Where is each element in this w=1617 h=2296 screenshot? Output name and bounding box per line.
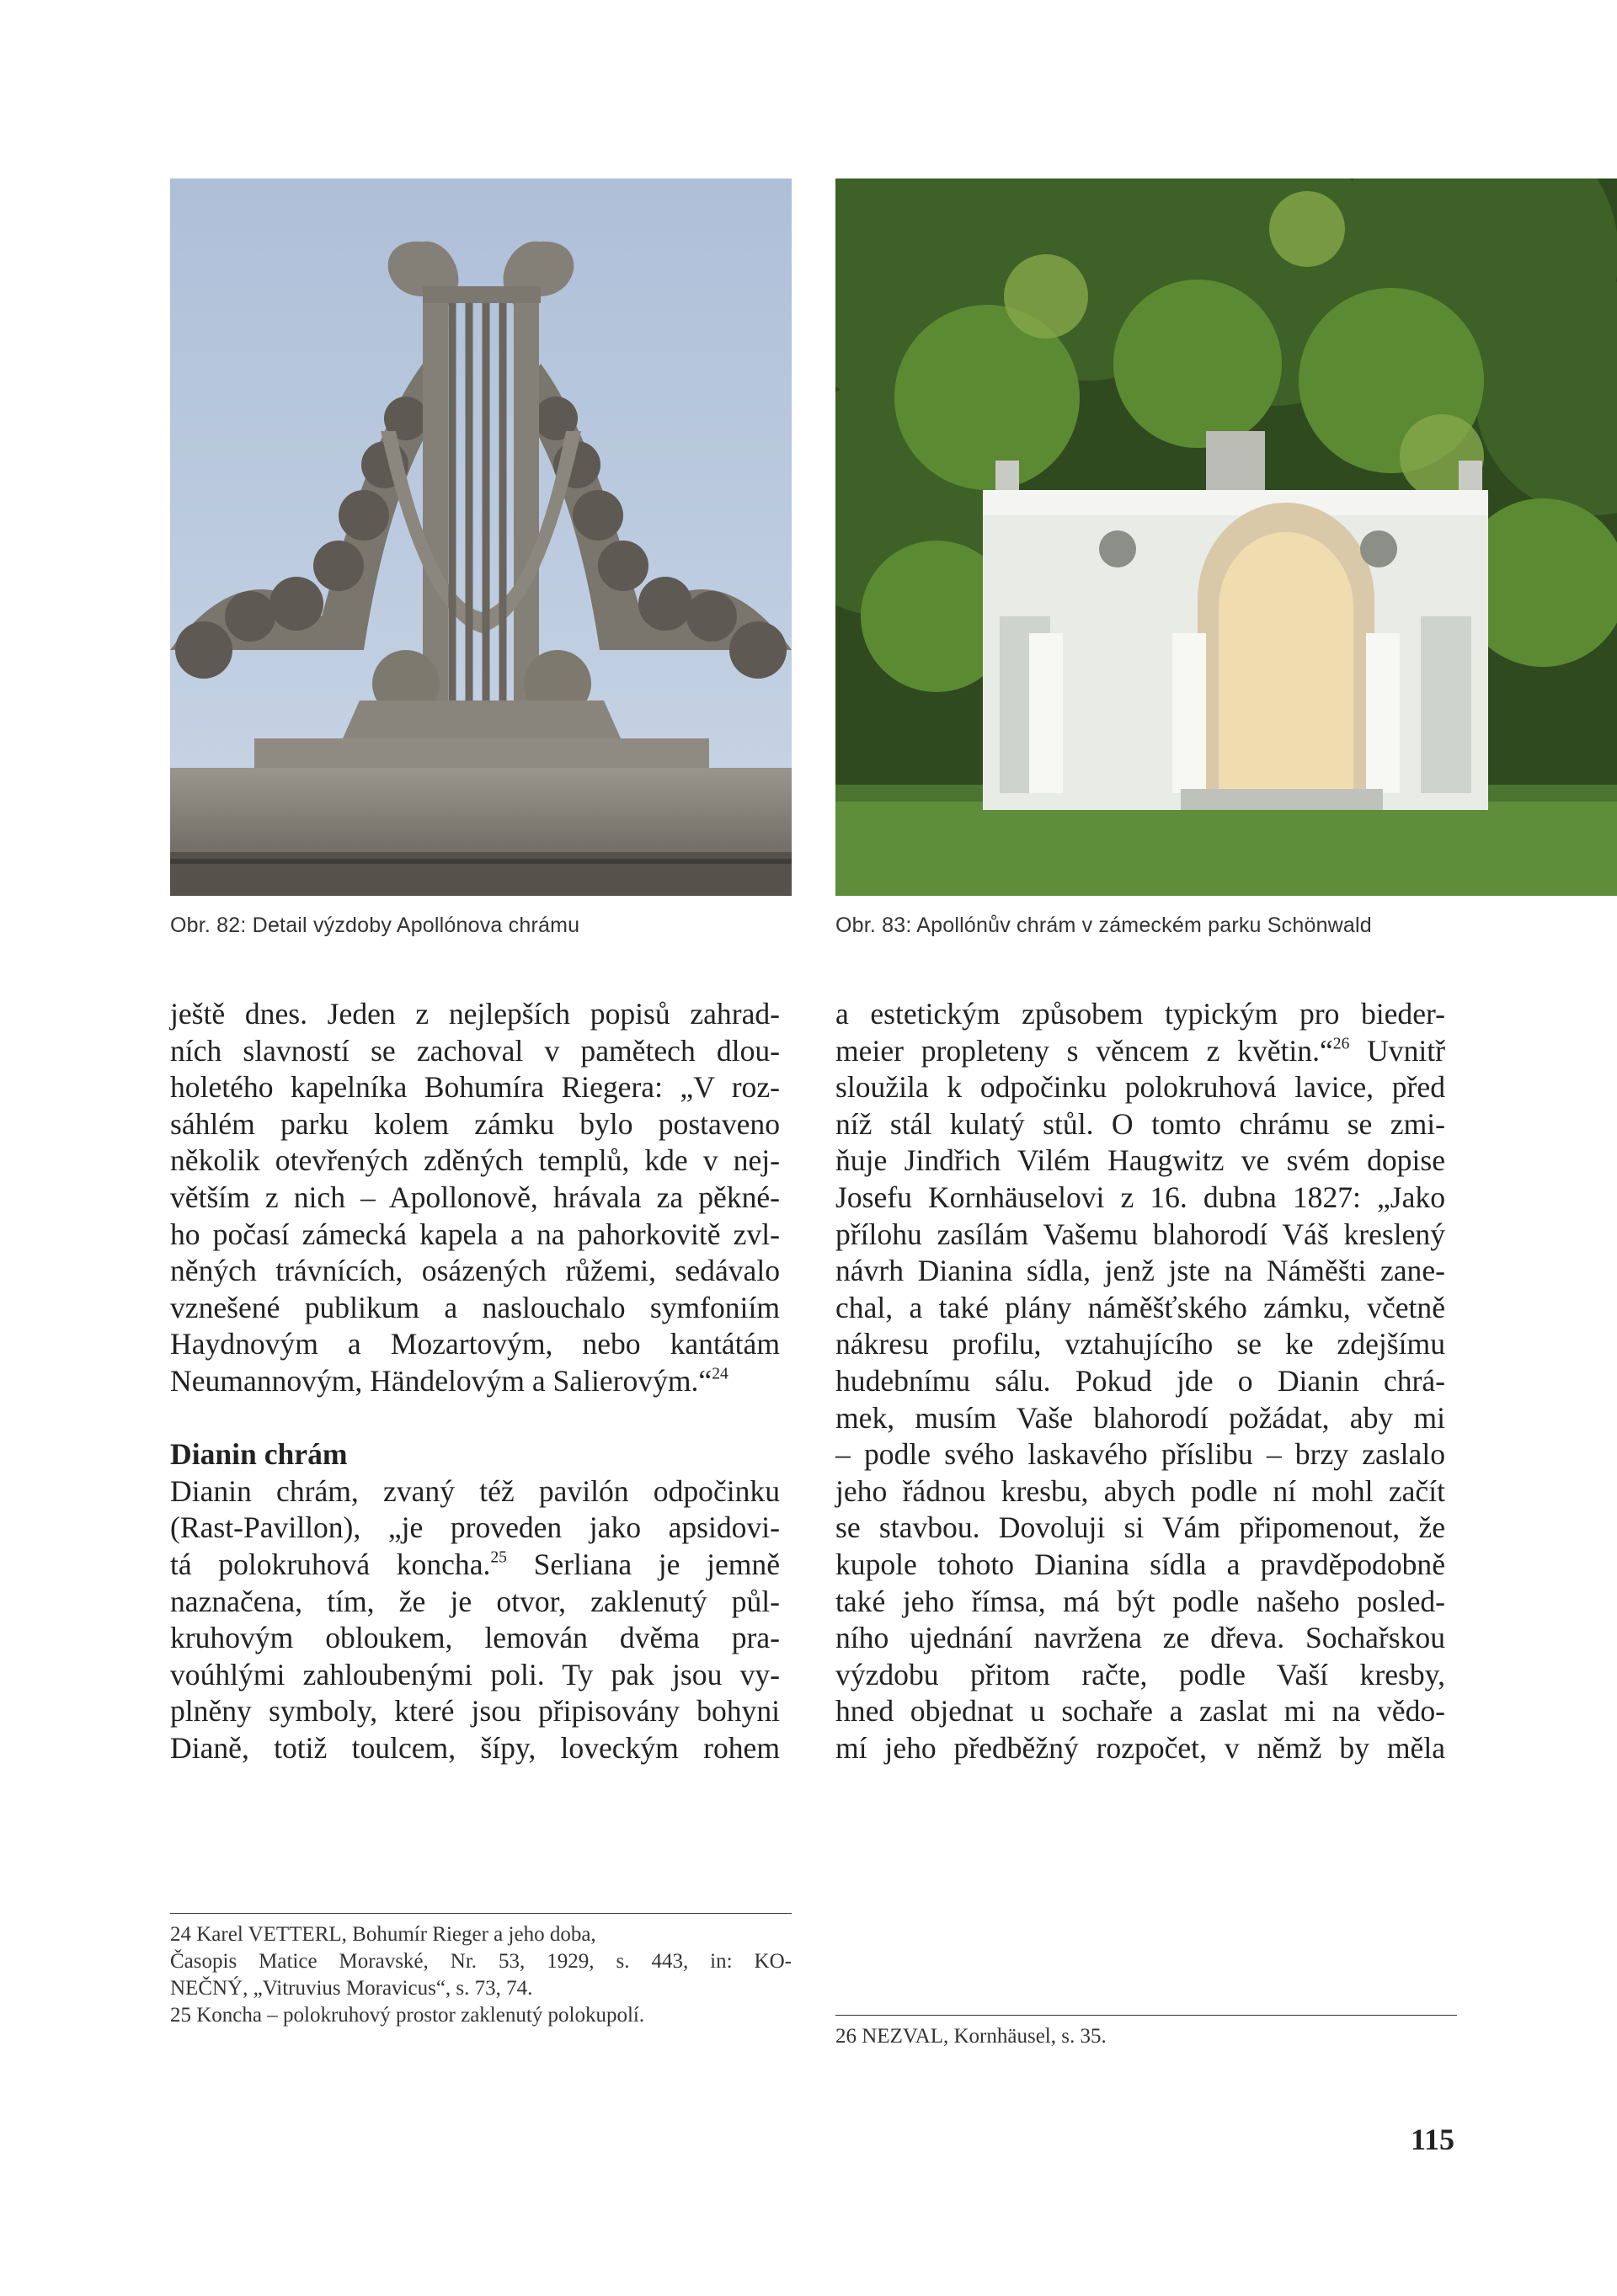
text-line: mek, musím Vaše blahorodí požádat, aby mi <box>835 1400 1445 1435</box>
text-line: nákresu profilu, vztahujícího se ke zdejšímu <box>835 1327 1445 1361</box>
figure-caption-82: Obr. 82: Detail výzdoby Apollónova chrámu <box>170 914 580 937</box>
text-line: voúhlými zahloubenými poli. Ty pak jsou vy- <box>170 1657 780 1691</box>
text-line: a estetickým způsobem typickým pro bieder- <box>835 997 1445 1031</box>
footnote-divider <box>835 2015 1457 2016</box>
text-line: ňuje Jindřich Vilém Haugwitz ve svém dopise <box>835 1143 1445 1178</box>
text-line: Dianin chrám, zvaný též pavilón odpočinku <box>170 1473 780 1508</box>
text-line: (Rast-Pavillon), „je proveden jako apsidovi- <box>170 1510 780 1545</box>
text-line: vznešené publikum a naslouchalo symfoniím <box>170 1290 780 1324</box>
text-line: Haydnovým a Mozartovým, nebo kantátám <box>170 1327 780 1361</box>
section-heading: Dianin chrám <box>170 1437 348 1472</box>
footnote-ref-24[interactable]: 24 <box>712 1365 728 1383</box>
text-line: větším z nich – Apollonově, hrávala za pěkné- <box>170 1180 780 1214</box>
text-line: sloužila k odpočinku polokruhová lavice, před <box>835 1070 1445 1105</box>
text-segment: meier propleteny s věncem z květin.“ <box>835 1033 1333 1068</box>
text-line: chal, a také plány náměšťského zámku, včetně <box>835 1290 1445 1324</box>
text-line <box>835 1033 1445 1070</box>
text-line: kruhovým obloukem, lemován dvěma pra- <box>170 1621 780 1655</box>
text-line: hudebnímu sálu. Pokud jde o Dianin chrá- <box>835 1363 1445 1398</box>
text-line: Josefu Kornhäuselovi z 16. dubna 1827: „Jako <box>835 1180 1445 1214</box>
footnote-26: 26 NEZVAL, Kornhäusel, s. 35. <box>835 2025 1107 2048</box>
footnote-25: 25 Koncha – polokruhový prostor zaklenutý polokupolí. <box>170 2004 645 2027</box>
text-segment: Neumannovým, Händelovým a Salierovým.“ <box>170 1363 712 1398</box>
text-line <box>170 1363 780 1400</box>
footnote-divider <box>170 1913 792 1914</box>
footnote-24-line: Časopis Matice Moravské, Nr. 53, 1929, s. 443, in: KO- <box>170 1950 792 1973</box>
text-line <box>170 1547 780 1584</box>
text-line: přílohu zasílám Vašemu blahorodí Váš kreslený <box>835 1217 1445 1251</box>
text-segment: Serliana je jemně <box>506 1547 781 1581</box>
figure-lyre-detail <box>170 178 792 896</box>
text-line: mí jeho předběžný rozpočet, v němž by měla <box>835 1730 1445 1765</box>
footnote-ref-25[interactable]: 25 <box>490 1548 507 1567</box>
footnote-ref-26[interactable]: 26 <box>1332 1034 1350 1052</box>
text-segment: Uvnitř <box>1349 1033 1445 1068</box>
text-line: jeho řádnou kresbu, abych podle ní mohl začít <box>835 1473 1445 1508</box>
page-number: 115 <box>1410 2123 1454 2156</box>
text-line: ních slavností se zachoval v pamětech dlou- <box>170 1033 780 1068</box>
text-line: ho počasí zámecká kapela a na pahorkovitě zvl- <box>170 1217 780 1251</box>
footnote-24-line: 24 Karel VETTERL, Bohumír Rieger a jeho doba, <box>170 1923 596 1946</box>
right-column <box>835 996 1445 1766</box>
left-column <box>170 996 780 1766</box>
figure-apollo-temple <box>835 178 1617 896</box>
footnotes-right <box>835 2023 1457 2050</box>
lyre-photo <box>170 178 792 896</box>
text-line: naznačena, tím, že je otvor, zaklenutý půl- <box>170 1584 780 1618</box>
text-line: návrh Dianina sídla, jenž jste na Náměšti zane- <box>835 1254 1445 1288</box>
footnote-24-line: NEČNÝ, „Vitruvius Moravicus“, s. 73, 74. <box>170 1977 533 2000</box>
text-line: plněny symboly, které jsou připisovány bohyni <box>170 1694 780 1729</box>
text-line: sáhlém parku kolem zámku bylo postaveno <box>170 1106 780 1141</box>
text-line: kupole tohoto Dianina sídla a pravděpodobně <box>835 1547 1445 1581</box>
text-line: něných trávnících, osázených růžemi, sedávalo <box>170 1254 780 1288</box>
footnotes-left <box>170 1921 792 2029</box>
text-line: ještě dnes. Jeden z nejlepších popisů zahrad- <box>170 997 780 1031</box>
text-line: – podle svého laskavého příslibu – brzy zaslalo <box>835 1437 1445 1472</box>
text-line: hned objednat u sochaře a zaslat mi na vědo- <box>835 1694 1445 1729</box>
text-line: ního ujednání navržena ze dřeva. Sochařskou <box>835 1621 1445 1655</box>
text-line: několik otevřených zděných templů, kde v nej- <box>170 1143 780 1178</box>
text-line: výzdobu přitom račte, podle Vaší kresby, <box>835 1657 1445 1691</box>
text-segment: tá polokruhová koncha. <box>170 1547 491 1581</box>
text-line: níž stál kulatý stůl. O tomto chrámu se zmi- <box>835 1106 1445 1141</box>
text-line: Dianě, totiž toulcem, šípy, loveckým rohem <box>170 1730 780 1765</box>
text-line: se stavbou. Dovoluji si Vám připomenout, že <box>835 1510 1445 1545</box>
text-line: holetého kapelníka Bohumíra Riegera: „V roz- <box>170 1070 780 1105</box>
text-line: také jeho římsa, má být podle našeho posled- <box>835 1584 1445 1618</box>
figure-caption-83: Obr. 83: Apollónův chrám v zámeckém parku Schönwald <box>835 914 1372 937</box>
temple-photo <box>835 178 1617 896</box>
